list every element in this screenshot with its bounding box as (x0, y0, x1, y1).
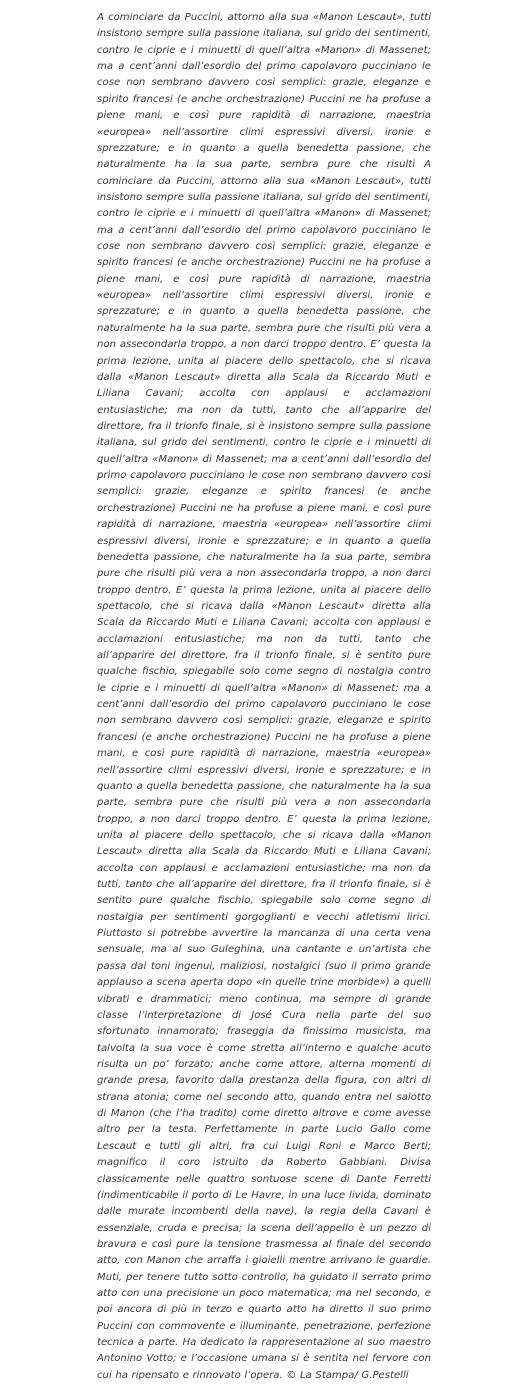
article-body-text: A cominciare da Puccini, attorno alla sua «Manon Lescaut», tutti insistono sempre sulla passione italiana, sul grido dei sentimenti, contro le ciprie e i minuetti di quell’altra «Manon» di Massenet; ma a cent’anni dall’esordio del primo capolavoro pucciniano le cose non sembrano davvero così semplici: grazie, eleganze e spirito francesi (e anche orchestrazione) Puccini ne ha profuse a piene mani, e così pure rapidità di narrazione, maestria «europea» nell’assortire climi espressivi diversi, ironie e sprezzature; e in quanto a quella benedetta passione, che naturalmente ha la sua parte, sembra pure che risulti A cominciare da Puccini, attorno alla sua «Manon Lescaut», tutti insistono sempre sulla passione italiana, sul grido dei sentimenti, contro le ciprie e i minuetti di quell’altra «Manon» di Massenet; ma a cent’anni dall’esordio del primo capolavoro pucciniano le cose non sembrano davvero così semplici: grazie, eleganze e spirito francesi (e anche orchestrazione) Puccini ne ha profuse a piene mani, e così pure rapidità di narrazione, maestria «europea» nell’assortire climi espressivi diversi, ironie e sprezzature; e in quanto a quella benedetta passione, che naturalmente ha la sua parte, sembra pure che risulti più vera a non assecondarla troppo, a non darci troppo dentro. E’ questa la prima lezione, unita al piacere dello spettacolo, che si ricava dalla «Manon Lescaut» diretta alla Scala da Riccardo Muti e Liliana Cavani; accolta con applausi e acclamazioni entusiastiche; ma non da tutti, tanto che all’apparire del direttore, fra il trionfo finale, si è insistono sempre sulla passione italiana, sul grido dei sentimenti, contro le ciprie e i minuetti di quell’altra «Manon» di Massenet; ma a cent’anni dall’esordio del primo capolavoro pucciniano le cose non sembrano davvero così semplici: grazie, eleganze e spirito francesi (e anche orchestrazione) Puccini ne ha profuse a piene mani, e così pure rapidità di narrazione, maestria «europea» nell’assortire climi espressivi diversi, ironie e sprezzature; e in quanto a quella benedetta passione, che naturalmente ha la sua parte, sembra pure che risulti più vera a non assecondarla troppo, a non darci troppo dentro. E’ questa la prima lezione, unita al piacere dello spettacolo, che si ricava dalla «Manon Lescaut» diretta alla Scala da Riccardo Muti e Liliana Cavani; accolta con applausi e acclamazioni entusiastiche; ma non da tutti, tanto che all’apparire del direttore, fra il trionfo finale, si è sentito pure qualche fischio, spiegabile solo come segno di nostalgia contro le ciprie e i minuetti di quell’altra «Manon» di Massenet; ma a cent’anni dall’esordio del primo capolavoro pucciniano le cose non sembrano davvero così semplici: grazie, eleganze e spirito francesi (e anche orchestrazione) Puccini ne ha profuse a piene mani, e così pure rapidità di narrazione, maestria «europea» nell’assortire climi espressivi diversi, ironie e sprezzature; e in quanto a quella benedetta passione, che naturalmente ha la sua parte, sembra pure che risulti più vera a non assecondarla troppo, a non darci troppo dentro. E’ questa la prima lezione, unita al piacere dello spettacolo, che si ricava dalla «Manon Lescaut» diretta alla Scala da Riccardo Muti e Liliana Cavani; accolta con applausi e acclamazioni entusiastiche; ma non da tutti, tanto che all’apparire del direttore, fra il trionfo finale, si è sentito pure qualche fischio, spiegabile solo come segno di nostalgia per sentimenti gorgoglianti e vecchi atletismi lirici. Piuttosto si potrebbe avvertire la mancanza di una certa vena sensuale, ma al suo Guleghina, una cantante e un’artista che passa dai toni ingenui, maliziosi, nostalgici (suo il primo grande applauso a scena aperta dopo «In quelle trine morbide») a quelli vibrati e drammatici; meno continua, ma sempre di grande classe l’interpretazione di José Cura nella parte del suo sfortunato innamorato; fraseggia da finissimo musicista, ma talvolta la sua voce è come stretta all’interno e qualche acuto risulta un po’ forzato; anche come attore, alterna momenti di grande presa, favorito dalla prestanza della figura, con altri di strana atonia; come nel secondo atto, quando entra nel salotto di Manon (che l’ha tradito) come diretto altrove e come avesse altro per la testa. Perfettamente in parte Lucio Gallo come Lescaut e tutti gli altri, fra cui Luigi Roni e Marco Berti; magnifico il coro istruito da Roberto Gabbiani. Divisa classicamente nelle quattro sontuose scene di Dante Ferretti (indimenticabile il porto di Le Havre, in una luce livida, dominato dalle murate incombenti della nave), la regia della Cavani è essenziale, cruda e precisa; la scena dell’appello è un pezzo di bravura e così pure la tensione trasmessa al finale del secondo atto, con Manon che arraffa i gioielli mentre arrivano le guardie. Muti, per tenere tutto sotto controllo, ha guidato il serrato primo atto con una precisione un poco matematica; ma nel secondo, e poi ancora di più in terzo e quarto atto ha diretto il suo primo Puccini con commovente e illuminante. penetrazione, perfezione tecnica a parte. Ha dedicato la rappresentazione al suo maestro Antonino Votto; e l’occasione umana si è sentita nel fervore con cui ha ripensato e rinnovato l’opera. © La Stampa/ G.Pestelli (97, 12, 431, 1381)
